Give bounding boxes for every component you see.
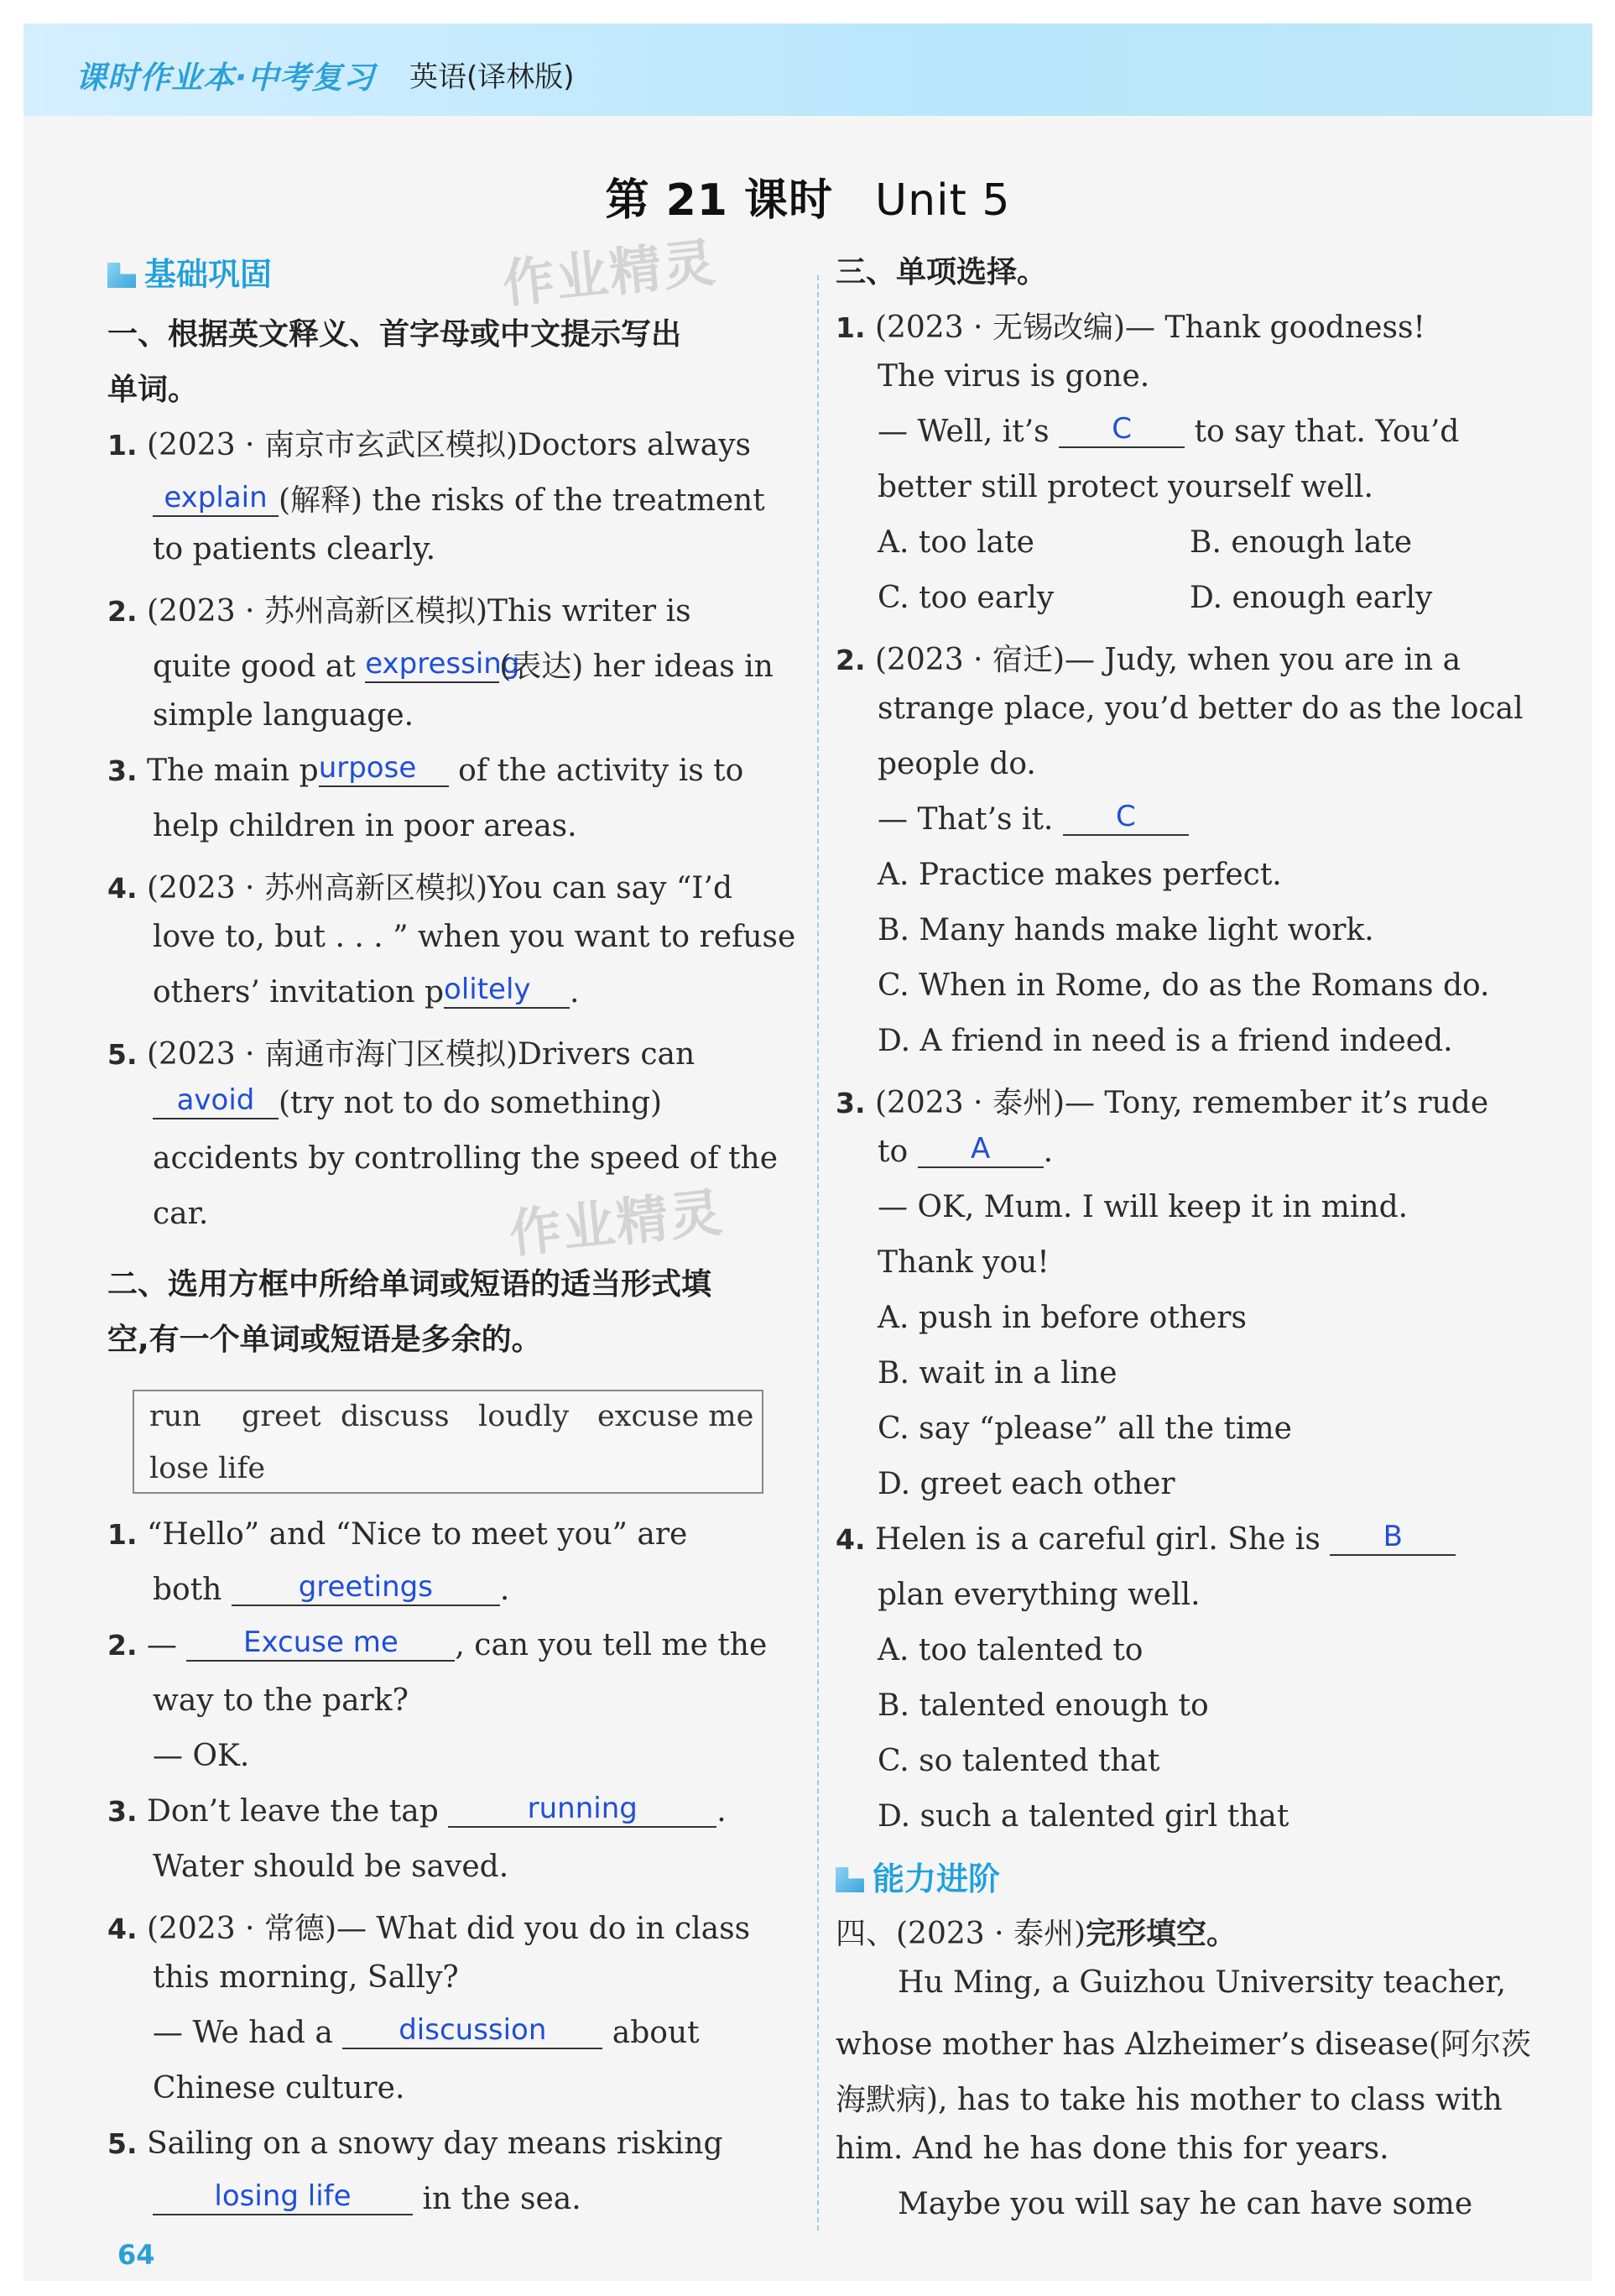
question-line: strange place, you’d better do as the local bbox=[878, 691, 1524, 726]
question-line: plan everything well. bbox=[878, 1578, 1201, 1612]
part1-instruction-cont: 单词。 bbox=[107, 373, 199, 407]
passage-line: whose mother has Alzheimer’s disease(阿尔茨 bbox=[836, 2027, 1532, 2062]
answer-blank[interactable]: C bbox=[1059, 415, 1185, 448]
question-line: 3. (2023 · 泰州)— Tony, remember it’s rude bbox=[836, 1086, 1489, 1120]
word-option: discuss bbox=[341, 1400, 450, 1433]
question-line: both greetings . bbox=[153, 1570, 510, 1607]
option-a[interactable]: A. too late bbox=[878, 525, 1034, 560]
passage-line: 海默病), has to take his mother to class with bbox=[836, 2083, 1503, 2117]
question-line: — OK. bbox=[153, 1739, 250, 1773]
option-a[interactable]: A. too talented to bbox=[878, 1633, 1144, 1667]
question-line: 2. (2023 · 苏州高新区模拟)This writer is bbox=[107, 594, 691, 629]
question-line: people do. bbox=[878, 747, 1036, 781]
question-line: help children in poor areas. bbox=[153, 809, 577, 843]
option-a[interactable]: A. push in before others bbox=[878, 1301, 1247, 1335]
answer-blank[interactable]: olitely bbox=[444, 975, 570, 1009]
question-line: this morning, Sally? bbox=[153, 1960, 459, 1995]
part2-instruction: 二、选用方框中所给单词或短语的适当形式填 bbox=[107, 1267, 712, 1302]
option-c[interactable]: C. too early bbox=[878, 581, 1055, 615]
page-title: 第 21 课时 Unit 5 bbox=[605, 175, 1011, 226]
option-b[interactable]: B. wait in a line bbox=[878, 1356, 1117, 1391]
answer-blank[interactable]: A bbox=[918, 1135, 1044, 1168]
question-line: — We had a discussion about bbox=[153, 2013, 700, 2050]
answer-blank[interactable]: running bbox=[448, 1794, 716, 1828]
page-number: 64 bbox=[117, 2239, 155, 2271]
answer-blank[interactable]: expressing bbox=[365, 650, 499, 683]
word-option: run bbox=[149, 1400, 201, 1433]
question-line: The virus is gone. bbox=[878, 359, 1150, 394]
part1-instruction: 一、根据英文释义、首字母或中文提示写出 bbox=[107, 317, 682, 352]
watermark: 作业精灵 bbox=[499, 231, 720, 316]
option-b[interactable]: B. enough late bbox=[1190, 525, 1413, 560]
answer-blank[interactable]: C bbox=[1063, 802, 1189, 836]
answer-blank[interactable]: discussion bbox=[342, 2016, 602, 2049]
option-c[interactable]: C. so talented that bbox=[878, 1744, 1160, 1778]
question-line: 1. (2023 · 无锡改编)— Thank goodness! bbox=[836, 310, 1425, 345]
question-line: 2. — Excuse me , can you tell me the bbox=[107, 1625, 768, 1662]
question-line: 3. The main purpose of the activity is to bbox=[107, 751, 744, 788]
column-divider bbox=[817, 275, 819, 2231]
question-line: to patients clearly. bbox=[153, 532, 436, 566]
answer-blank[interactable]: urpose bbox=[319, 754, 449, 787]
question-line: — Well, it’s C to say that. You’d bbox=[878, 412, 1460, 449]
option-d[interactable]: D. greet each other bbox=[878, 1467, 1175, 1501]
question-line: car. bbox=[153, 1197, 209, 1231]
option-c[interactable]: C. say “please” all the time bbox=[878, 1412, 1292, 1446]
question-line: to A . bbox=[878, 1132, 1054, 1169]
answer-blank[interactable]: Excuse me bbox=[186, 1628, 455, 1662]
part4-instruction: 四、(2023 · 泰州)完形填空。 bbox=[836, 1917, 1237, 1951]
question-line: 5. (2023 · 南通市海门区模拟)Drivers can bbox=[107, 1037, 695, 1072]
section-icon bbox=[836, 1867, 864, 1892]
answer-blank[interactable]: explain bbox=[153, 483, 279, 517]
section-heading-basic: 基础巩固 bbox=[107, 248, 272, 295]
option-b[interactable]: B. talented enough to bbox=[878, 1688, 1209, 1723]
part2-instruction-cont: 空,有一个单词或短语是多余的。 bbox=[107, 1323, 542, 1357]
question-line: 4. (2023 · 苏州高新区模拟)You can say “I’d bbox=[107, 871, 733, 905]
question-line: 3. Don’t leave the tap running . bbox=[107, 1792, 727, 1829]
section-icon bbox=[107, 263, 136, 288]
question-line: 2. (2023 · 宿迁)— Judy, when you are in a bbox=[836, 643, 1461, 677]
question-line: explain (解释) the risks of the treatment bbox=[153, 477, 765, 519]
header-bar bbox=[23, 23, 1592, 116]
question-line: love to, but . . . ” when you want to refuse bbox=[153, 920, 796, 954]
question-line: 4. Helen is a careful girl. She is B bbox=[836, 1522, 1456, 1557]
section-heading-advanced: 能力进阶 bbox=[836, 1853, 1000, 1899]
word-option: loudly bbox=[478, 1400, 570, 1433]
question-line: avoid (try not to do something) bbox=[153, 1086, 662, 1120]
watermark: 作业精灵 bbox=[506, 1181, 727, 1265]
question-line: 1. “Hello” and “Nice to meet you” are bbox=[107, 1517, 688, 1552]
word-option: lose life bbox=[149, 1452, 266, 1485]
answer-blank[interactable]: avoid bbox=[153, 1086, 279, 1119]
answer-blank[interactable]: losing life bbox=[153, 2182, 413, 2215]
question-line: — That’s it. C bbox=[878, 802, 1189, 837]
word-option: excuse me bbox=[597, 1400, 754, 1433]
question-line: losing life in the sea. bbox=[153, 2182, 581, 2216]
passage-line: him. And he has done this for years. bbox=[836, 2132, 1389, 2166]
answer-blank[interactable]: B bbox=[1330, 1522, 1456, 1556]
question-line: 1. (2023 · 南京市玄武区模拟)Doctors always bbox=[107, 428, 752, 462]
part3-instruction: 三、单项选择。 bbox=[836, 255, 1048, 290]
brand-title: 课时作业本·中考复习 bbox=[76, 60, 376, 96]
question-line: simple language. bbox=[153, 698, 414, 733]
word-box bbox=[133, 1390, 763, 1494]
question-line: accidents by controlling the speed of the bbox=[153, 1141, 779, 1176]
option-d[interactable]: D. such a talented girl that bbox=[878, 1799, 1289, 1834]
option-d[interactable]: D. A friend in need is a friend indeed. bbox=[878, 1024, 1453, 1058]
question-line: Water should be saved. bbox=[153, 1850, 509, 1884]
question-line: 4. (2023 · 常德)— What did you do in class bbox=[107, 1912, 751, 1946]
passage-line: Maybe you will say he can have some bbox=[898, 2187, 1473, 2221]
passage-line: Hu Ming, a Guizhou University teacher, bbox=[898, 1965, 1507, 2000]
question-line: — OK, Mum. I will keep it in mind. bbox=[878, 1190, 1409, 1224]
question-line: Chinese culture. bbox=[153, 2071, 405, 2106]
option-c[interactable]: C. When in Rome, do as the Romans do. bbox=[878, 968, 1490, 1003]
question-line: way to the park? bbox=[153, 1683, 409, 1718]
question-line: quite good at expressing(表达) her ideas in bbox=[153, 647, 774, 684]
question-line: Thank you! bbox=[878, 1245, 1050, 1280]
option-d[interactable]: D. enough early bbox=[1190, 581, 1433, 615]
workbook-page bbox=[23, 23, 1592, 2281]
word-option: greet bbox=[242, 1400, 321, 1433]
question-line: others’ invitation politely . bbox=[153, 973, 580, 1010]
question-line: better still protect yourself well. bbox=[878, 470, 1373, 504]
question-line: 5. Sailing on a snowy day means risking bbox=[107, 2126, 723, 2161]
answer-blank[interactable]: greetings bbox=[232, 1573, 500, 1606]
option-a[interactable]: A. Practice makes perfect. bbox=[878, 858, 1282, 892]
option-b[interactable]: B. Many hands make light work. bbox=[878, 913, 1374, 947]
subject-label: 英语(译林版) bbox=[409, 60, 575, 94]
